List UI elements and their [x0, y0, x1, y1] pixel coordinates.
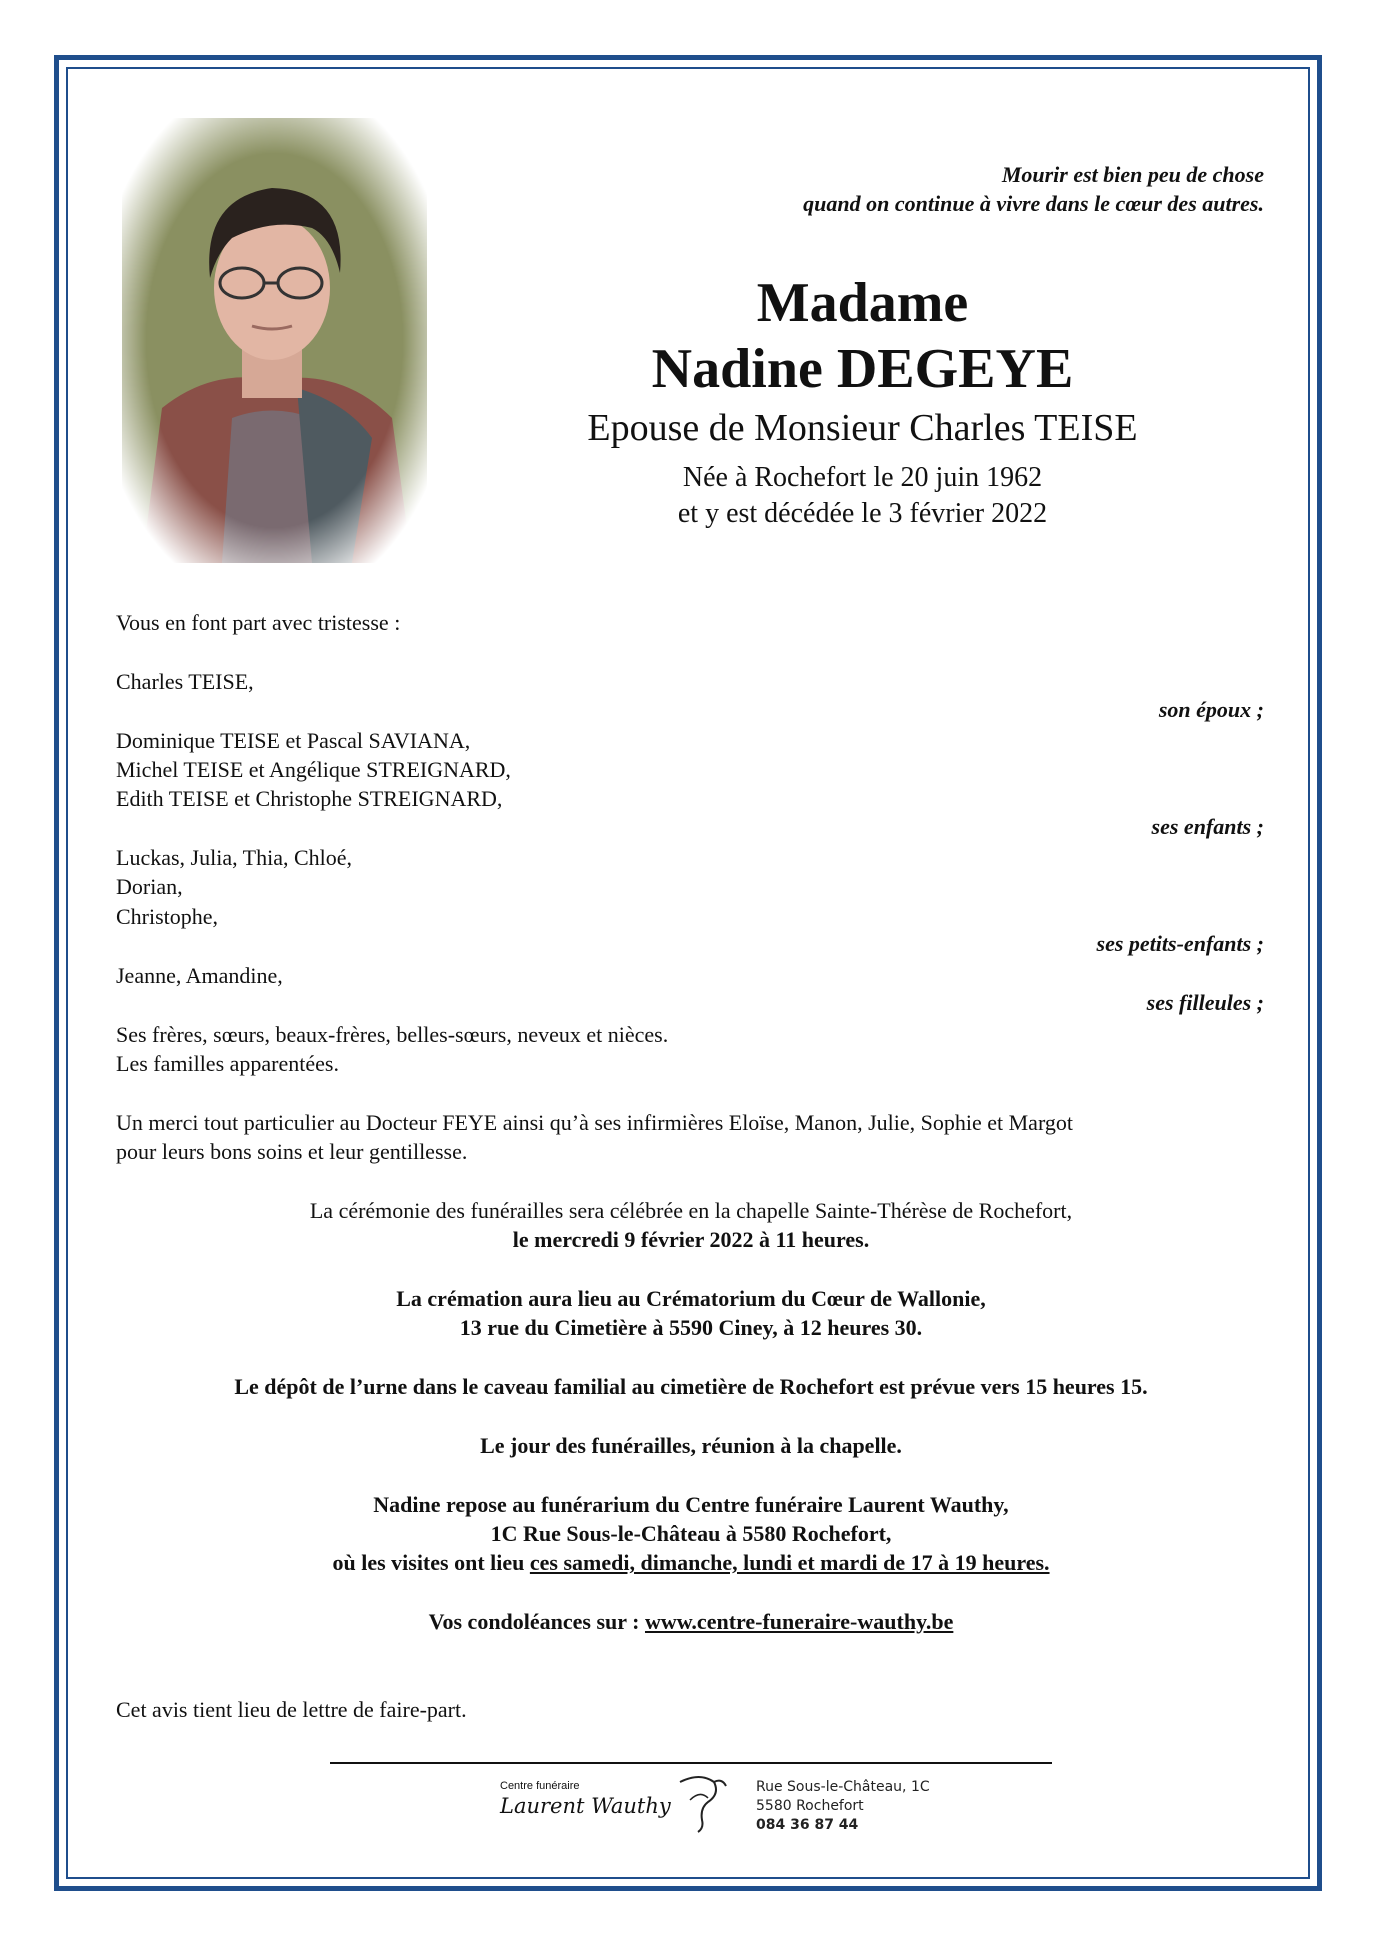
condolences-line	[116, 1607, 1266, 1637]
ceremony-date: le mercredi 9 février 2022 à 11 heures.	[512, 1227, 870, 1252]
address-line-2: 5580 Rochefort	[756, 1798, 864, 1814]
family-relatives: Les familles apparentées.	[116, 1051, 339, 1076]
family-siblings: Ses frères, sœurs, beaux-frères, belles-sœurs, neveux et nièces.	[116, 1022, 669, 1047]
family-child-1: Dominique TEISE et Pascal SAVIANA,	[116, 728, 471, 753]
quote-line-2: quand on continue à vivre dans le cœur des autres.	[803, 191, 1264, 216]
spouse-line: Epouse de Monsieur Charles TEISE	[587, 407, 1138, 449]
honorific: Madame	[756, 272, 969, 334]
visits-hours: ces samedi, dimanche, lundi et mardi de 17 à 19 heures.	[529, 1550, 1050, 1575]
visits-prefix: où les visites ont lieu	[332, 1550, 530, 1575]
relation-grandchildren: ses petits-enfants ;	[1096, 931, 1264, 956]
condolences-prefix: Vos condoléances sur :	[428, 1609, 645, 1634]
death-line: et y est décédée le 3 février 2022	[677, 498, 1048, 529]
portrait-photo	[122, 118, 427, 563]
family-grandchild-3: Christophe,	[116, 904, 219, 929]
family-grandchild-2: Dorian,	[116, 874, 183, 899]
phone-number: 084 36 87 44	[756, 1817, 859, 1833]
cremation-line-2: 13 rue du Cimetière à 5590 Ciney, à 12 heures 30.	[459, 1315, 923, 1340]
meeting-info: Le jour des funérailles, réunion à la chapelle.	[480, 1433, 902, 1458]
intro-text: Vous en font part avec tristesse :	[116, 610, 401, 635]
family-child-3: Edith TEISE et Christophe STREIGNARD,	[116, 786, 503, 811]
ceremony-line-1: La cérémonie des funérailles sera célébrée en la chapelle Sainte-Thérèse de Rochefort,	[309, 1198, 1073, 1223]
thanks-line-1: Un merci tout particulier au Docteur FEYE ainsi qu’à ses infirmières Eloïse, Manon, Julie, Sophie et Margot	[116, 1110, 1073, 1135]
address-line-1: Rue Sous-le-Château, 1C	[756, 1779, 930, 1795]
relation-spouse: son époux ;	[1158, 697, 1264, 722]
quote-line-1: Mourir est bien peu de chose	[1001, 162, 1264, 187]
closing-text: Cet avis tient lieu de lettre de faire-part.	[116, 1697, 467, 1722]
family-goddaughters: Jeanne, Amandine,	[116, 963, 283, 988]
condolences-link[interactable]: www.centre-funeraire-wauthy.be	[644, 1609, 954, 1634]
deceased-name: Nadine DEGEYE	[651, 338, 1074, 400]
epitaph-quote	[803, 160, 1264, 218]
family-spouse: Charles TEISE,	[116, 669, 254, 694]
portrait-illustration	[122, 118, 427, 563]
funeral-home-footer	[500, 1772, 940, 1842]
cremation-line-1: La crémation aura lieu au Crématorium du Cœur de Wallonie,	[396, 1286, 986, 1311]
rest-line-3	[116, 1548, 1266, 1578]
relation-children: ses enfants ;	[1151, 814, 1264, 839]
birth-line: Née à Rochefort le 20 juin 1962	[682, 462, 1043, 493]
separator-line	[330, 1762, 1052, 1764]
family-grandchild-1: Luckas, Julia, Thia, Chloé,	[116, 845, 353, 870]
rest-line-2: 1C Rue Sous-le-Château à 5580 Rochefort,	[490, 1521, 892, 1546]
brand-small: Centre funéraire	[500, 1780, 580, 1792]
family-child-2: Michel TEISE et Angélique STREIGNARD,	[116, 757, 511, 782]
funeral-home-address	[756, 1778, 930, 1835]
deceased-header	[540, 270, 1185, 532]
thanks-line-2: pour leurs bons soins et leur gentillesse.	[116, 1139, 468, 1164]
urn-deposit: Le dépôt de l’urne dans le caveau familial au cimetière de Rochefort est prévue vers 15 heures 15.	[234, 1374, 1148, 1399]
lily-logo-icon	[670, 1772, 730, 1834]
relation-goddaughters: ses filleules ;	[1146, 990, 1264, 1015]
brand-script: Laurent Wauthy	[500, 1794, 671, 1818]
rest-line-1: Nadine repose au funérarium du Centre funéraire Laurent Wauthy,	[373, 1492, 1009, 1517]
